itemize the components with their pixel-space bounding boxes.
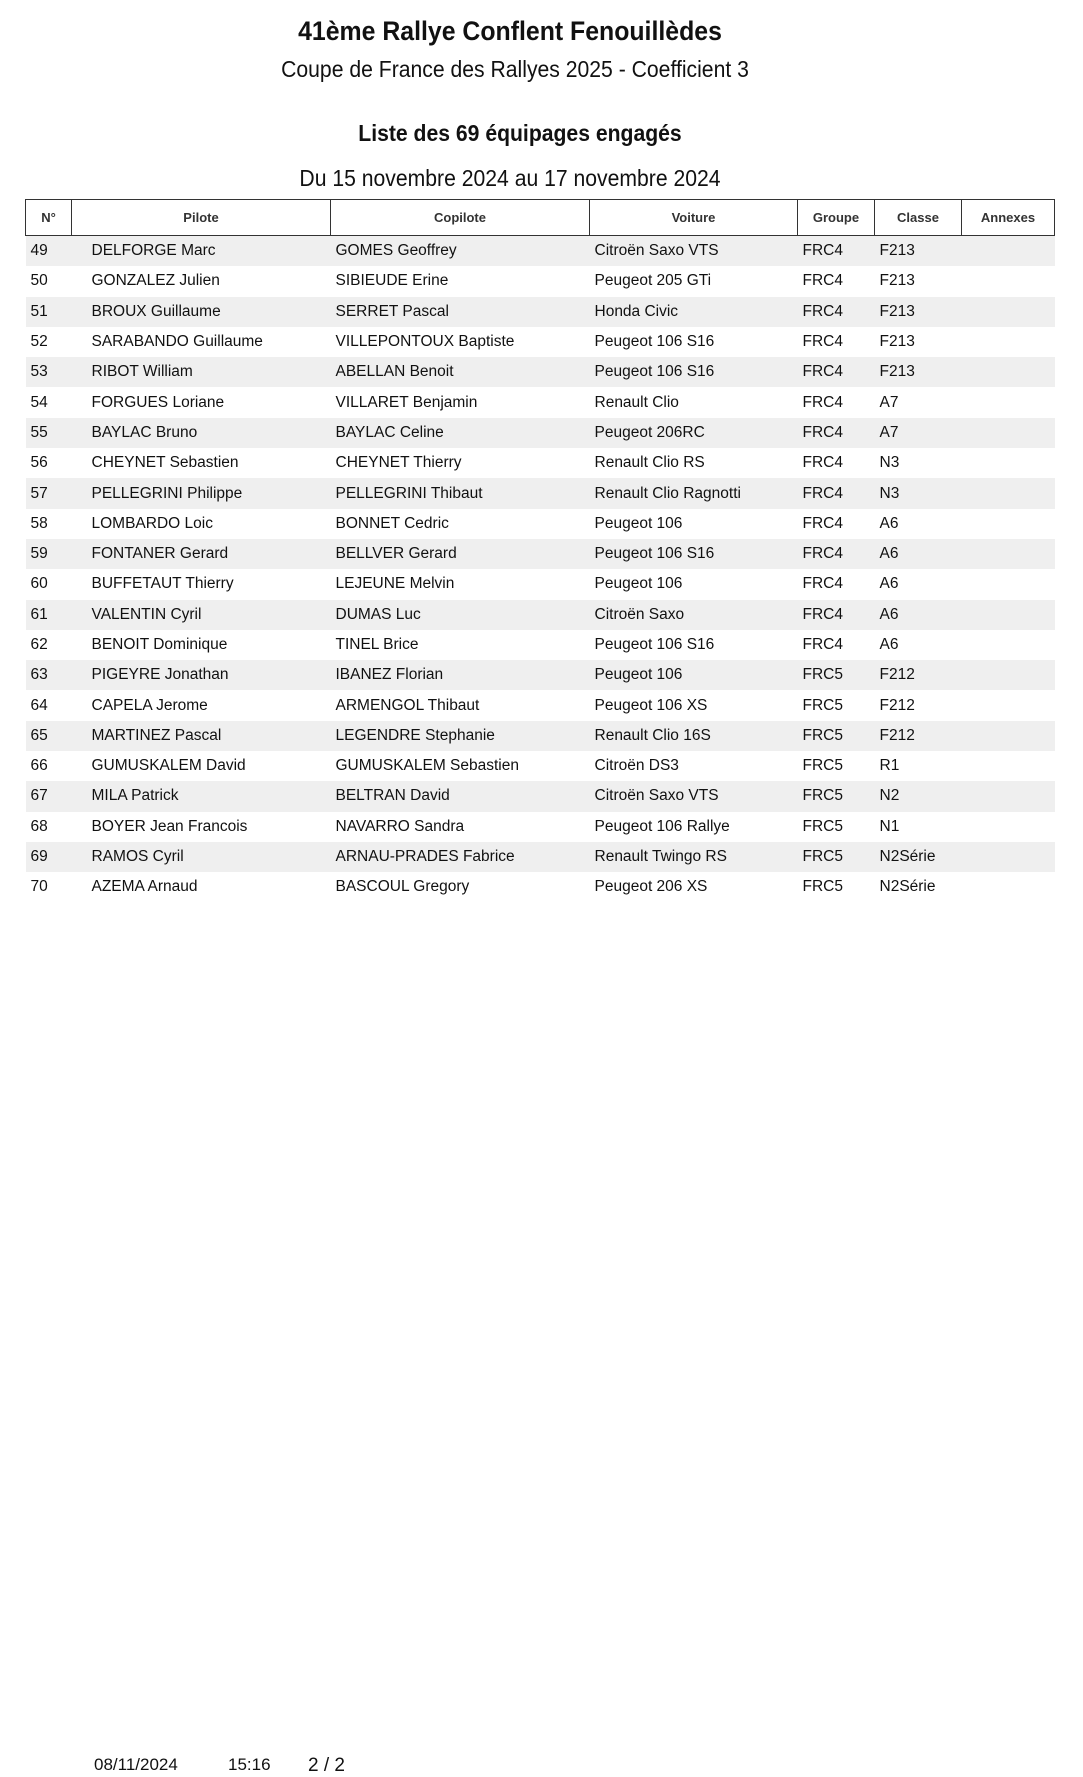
cell-num: 52 — [26, 327, 72, 357]
cell-voiture: Citroën Saxo VTS — [590, 236, 798, 267]
cell-num: 61 — [26, 600, 72, 630]
cell-voiture: Citroën Saxo — [590, 600, 798, 630]
event-dates: Du 15 novembre 2024 au 17 novembre 2024 — [299, 165, 721, 191]
cell-copilote: GUMUSKALEM Sebastien — [331, 751, 590, 781]
cell-num: 57 — [26, 478, 72, 508]
cell-num: 54 — [26, 387, 72, 417]
cell-copilote: VILLARET Benjamin — [331, 387, 590, 417]
cell-classe: F212 — [875, 690, 962, 720]
entries-body — [26, 236, 1055, 903]
cell-annexes — [962, 842, 1055, 872]
cell-copilote: ABELLAN Benoit — [331, 357, 590, 387]
cell-num: 70 — [26, 872, 72, 902]
column-header-pilote: Pilote — [72, 200, 331, 236]
cell-pilote: FONTANER Gerard — [72, 539, 331, 569]
table-row — [26, 630, 1055, 660]
cell-copilote: BELLVER Gerard — [331, 539, 590, 569]
cell-num: 66 — [26, 751, 72, 781]
cell-groupe: FRC4 — [798, 539, 875, 569]
cell-annexes — [962, 781, 1055, 811]
cell-groupe: FRC5 — [798, 690, 875, 720]
cell-groupe: FRC5 — [798, 842, 875, 872]
cell-classe: A7 — [875, 418, 962, 448]
cell-copilote: ARNAU-PRADES Fabrice — [331, 842, 590, 872]
cell-voiture: Peugeot 106 — [590, 569, 798, 599]
table-row — [26, 781, 1055, 811]
cell-num: 68 — [26, 812, 72, 842]
cell-copilote: SIBIEUDE Erine — [331, 266, 590, 296]
cell-pilote: LOMBARDO Loic — [72, 509, 331, 539]
table-row — [26, 236, 1055, 267]
cell-groupe: FRC4 — [798, 357, 875, 387]
table-row — [26, 660, 1055, 690]
cell-num: 50 — [26, 266, 72, 296]
cell-classe: N1 — [875, 812, 962, 842]
column-header-classe: Classe — [875, 200, 962, 236]
cell-copilote: VILLEPONTOUX Baptiste — [331, 327, 590, 357]
column-header-num: N° — [26, 200, 72, 236]
cell-annexes — [962, 418, 1055, 448]
cell-groupe: FRC4 — [798, 478, 875, 508]
cell-groupe: FRC4 — [798, 418, 875, 448]
cell-voiture: Peugeot 106 — [590, 509, 798, 539]
cell-annexes — [962, 236, 1055, 267]
cell-classe: F212 — [875, 721, 962, 751]
cell-annexes — [962, 357, 1055, 387]
cell-copilote: SERRET Pascal — [331, 297, 590, 327]
column-header-copilote: Copilote — [331, 200, 590, 236]
cell-num: 55 — [26, 418, 72, 448]
cell-classe: R1 — [875, 751, 962, 781]
cell-classe: F213 — [875, 236, 962, 267]
cell-num: 62 — [26, 630, 72, 660]
cell-voiture: Renault Clio Ragnotti — [590, 478, 798, 508]
cell-groupe: FRC5 — [798, 660, 875, 690]
cell-voiture: Peugeot 106 S16 — [590, 539, 798, 569]
cell-groupe: FRC4 — [798, 630, 875, 660]
cell-voiture: Peugeot 206RC — [590, 418, 798, 448]
cell-num: 60 — [26, 569, 72, 599]
table-row — [26, 509, 1055, 539]
table-row — [26, 478, 1055, 508]
cell-annexes — [962, 812, 1055, 842]
cell-groupe: FRC5 — [798, 812, 875, 842]
cell-pilote: SARABANDO Guillaume — [72, 327, 331, 357]
cell-pilote: BUFFETAUT Thierry — [72, 569, 331, 599]
cell-num: 51 — [26, 297, 72, 327]
cell-pilote: RAMOS Cyril — [72, 842, 331, 872]
cell-pilote: AZEMA Arnaud — [72, 872, 331, 902]
cell-voiture: Peugeot 106 S16 — [590, 630, 798, 660]
cell-copilote: DUMAS Luc — [331, 600, 590, 630]
cell-classe: A6 — [875, 509, 962, 539]
cell-pilote: GUMUSKALEM David — [72, 751, 331, 781]
cell-classe: A6 — [875, 569, 962, 599]
table-row — [26, 569, 1055, 599]
cell-groupe: FRC5 — [798, 781, 875, 811]
footer-page-number: 2 / 2 — [308, 1755, 345, 1776]
cell-num: 69 — [26, 842, 72, 872]
entries-table — [25, 199, 1055, 903]
cell-groupe: FRC4 — [798, 509, 875, 539]
cell-classe: A6 — [875, 539, 962, 569]
cell-num: 65 — [26, 721, 72, 751]
cell-copilote: BAYLAC Celine — [331, 418, 590, 448]
cell-pilote: BAYLAC Bruno — [72, 418, 331, 448]
cell-copilote: NAVARRO Sandra — [331, 812, 590, 842]
table-row — [26, 387, 1055, 417]
cell-groupe: FRC5 — [798, 721, 875, 751]
cell-pilote: FORGUES Loriane — [72, 387, 331, 417]
cell-annexes — [962, 539, 1055, 569]
cell-num: 63 — [26, 660, 72, 690]
table-row — [26, 266, 1055, 296]
cell-classe: N2 — [875, 781, 962, 811]
cell-groupe: FRC4 — [798, 569, 875, 599]
document-subtitle: Coupe de France des Rallyes 2025 - Coefficient 3 — [281, 56, 749, 82]
column-header-voiture: Voiture — [590, 200, 798, 236]
cell-classe: A6 — [875, 600, 962, 630]
cell-annexes — [962, 721, 1055, 751]
cell-groupe: FRC5 — [798, 751, 875, 781]
table-row — [26, 872, 1055, 902]
cell-pilote: BENOIT Dominique — [72, 630, 331, 660]
cell-classe: F213 — [875, 357, 962, 387]
table-row — [26, 448, 1055, 478]
footer-time: 15:16 — [228, 1755, 271, 1774]
cell-annexes — [962, 751, 1055, 781]
table-row — [26, 539, 1055, 569]
cell-pilote: CAPELA Jerome — [72, 690, 331, 720]
cell-num: 64 — [26, 690, 72, 720]
table-header-row — [26, 200, 1055, 236]
cell-voiture: Renault Clio RS — [590, 448, 798, 478]
cell-annexes — [962, 448, 1055, 478]
column-header-annexes: Annexes — [962, 200, 1055, 236]
cell-copilote: CHEYNET Thierry — [331, 448, 590, 478]
column-header-groupe: Groupe — [798, 200, 875, 236]
table-row — [26, 418, 1055, 448]
cell-copilote: BELTRAN David — [331, 781, 590, 811]
table-row — [26, 751, 1055, 781]
table-row — [26, 812, 1055, 842]
cell-classe: A6 — [875, 630, 962, 660]
footer-date: 08/11/2024 — [94, 1755, 178, 1774]
table-row — [26, 690, 1055, 720]
cell-voiture: Peugeot 205 GTi — [590, 266, 798, 296]
cell-classe: N3 — [875, 448, 962, 478]
cell-voiture: Renault Clio — [590, 387, 798, 417]
cell-voiture: Honda Civic — [590, 297, 798, 327]
cell-num: 53 — [26, 357, 72, 387]
cell-pilote: GONZALEZ Julien — [72, 266, 331, 296]
cell-voiture: Citroën Saxo VTS — [590, 781, 798, 811]
cell-copilote: LEJEUNE Melvin — [331, 569, 590, 599]
cell-classe: F213 — [875, 297, 962, 327]
cell-annexes — [962, 266, 1055, 296]
document-title: 41ème Rallye Conflent Fenouillèdes — [298, 16, 722, 46]
cell-groupe: FRC4 — [798, 297, 875, 327]
cell-voiture: Peugeot 106 S16 — [590, 327, 798, 357]
cell-num: 49 — [26, 236, 72, 267]
table-row — [26, 600, 1055, 630]
cell-annexes — [962, 569, 1055, 599]
cell-groupe: FRC4 — [798, 600, 875, 630]
table-row — [26, 357, 1055, 387]
cell-groupe: FRC4 — [798, 266, 875, 296]
cell-annexes — [962, 872, 1055, 902]
cell-num: 58 — [26, 509, 72, 539]
cell-annexes — [962, 600, 1055, 630]
table-row — [26, 297, 1055, 327]
cell-pilote: PIGEYRE Jonathan — [72, 660, 331, 690]
cell-voiture: Peugeot 206 XS — [590, 872, 798, 902]
cell-voiture: Renault Twingo RS — [590, 842, 798, 872]
cell-annexes — [962, 660, 1055, 690]
cell-annexes — [962, 297, 1055, 327]
cell-groupe: FRC4 — [798, 448, 875, 478]
cell-pilote: PELLEGRINI Philippe — [72, 478, 331, 508]
cell-classe: F213 — [875, 266, 962, 296]
cell-annexes — [962, 690, 1055, 720]
cell-copilote: ARMENGOL Thibaut — [331, 690, 590, 720]
cell-pilote: BOYER Jean Francois — [72, 812, 331, 842]
cell-voiture: Citroën DS3 — [590, 751, 798, 781]
table-row — [26, 327, 1055, 357]
cell-copilote: GOMES Geoffrey — [331, 236, 590, 267]
cell-voiture: Peugeot 106 — [590, 660, 798, 690]
cell-annexes — [962, 630, 1055, 660]
cell-voiture: Peugeot 106 XS — [590, 690, 798, 720]
cell-classe: N2Série — [875, 872, 962, 902]
cell-classe: A7 — [875, 387, 962, 417]
cell-annexes — [962, 478, 1055, 508]
cell-classe: N3 — [875, 478, 962, 508]
cell-num: 56 — [26, 448, 72, 478]
cell-annexes — [962, 327, 1055, 357]
cell-pilote: DELFORGE Marc — [72, 236, 331, 267]
cell-voiture: Renault Clio 16S — [590, 721, 798, 751]
cell-num: 67 — [26, 781, 72, 811]
cell-annexes — [962, 387, 1055, 417]
cell-pilote: CHEYNET Sebastien — [72, 448, 331, 478]
cell-groupe: FRC4 — [798, 387, 875, 417]
cell-groupe: FRC4 — [798, 236, 875, 267]
cell-annexes — [962, 509, 1055, 539]
cell-copilote: BASCOUL Gregory — [331, 872, 590, 902]
cell-groupe: FRC4 — [798, 327, 875, 357]
cell-voiture: Peugeot 106 S16 — [590, 357, 798, 387]
cell-copilote: IBANEZ Florian — [331, 660, 590, 690]
cell-copilote: BONNET Cedric — [331, 509, 590, 539]
cell-copilote: LEGENDRE Stephanie — [331, 721, 590, 751]
cell-pilote: MILA Patrick — [72, 781, 331, 811]
cell-copilote: PELLEGRINI Thibaut — [331, 478, 590, 508]
table-row — [26, 842, 1055, 872]
cell-num: 59 — [26, 539, 72, 569]
cell-pilote: BROUX Guillaume — [72, 297, 331, 327]
cell-groupe: FRC5 — [798, 872, 875, 902]
cell-copilote: TINEL Brice — [331, 630, 590, 660]
list-title: Liste des 69 équipages engagés — [358, 120, 682, 146]
table-row — [26, 721, 1055, 751]
cell-classe: F212 — [875, 660, 962, 690]
cell-classe: N2Série — [875, 842, 962, 872]
cell-pilote: MARTINEZ Pascal — [72, 721, 331, 751]
cell-pilote: RIBOT William — [72, 357, 331, 387]
cell-pilote: VALENTIN Cyril — [72, 600, 331, 630]
cell-voiture: Peugeot 106 Rallye — [590, 812, 798, 842]
cell-classe: F213 — [875, 327, 962, 357]
